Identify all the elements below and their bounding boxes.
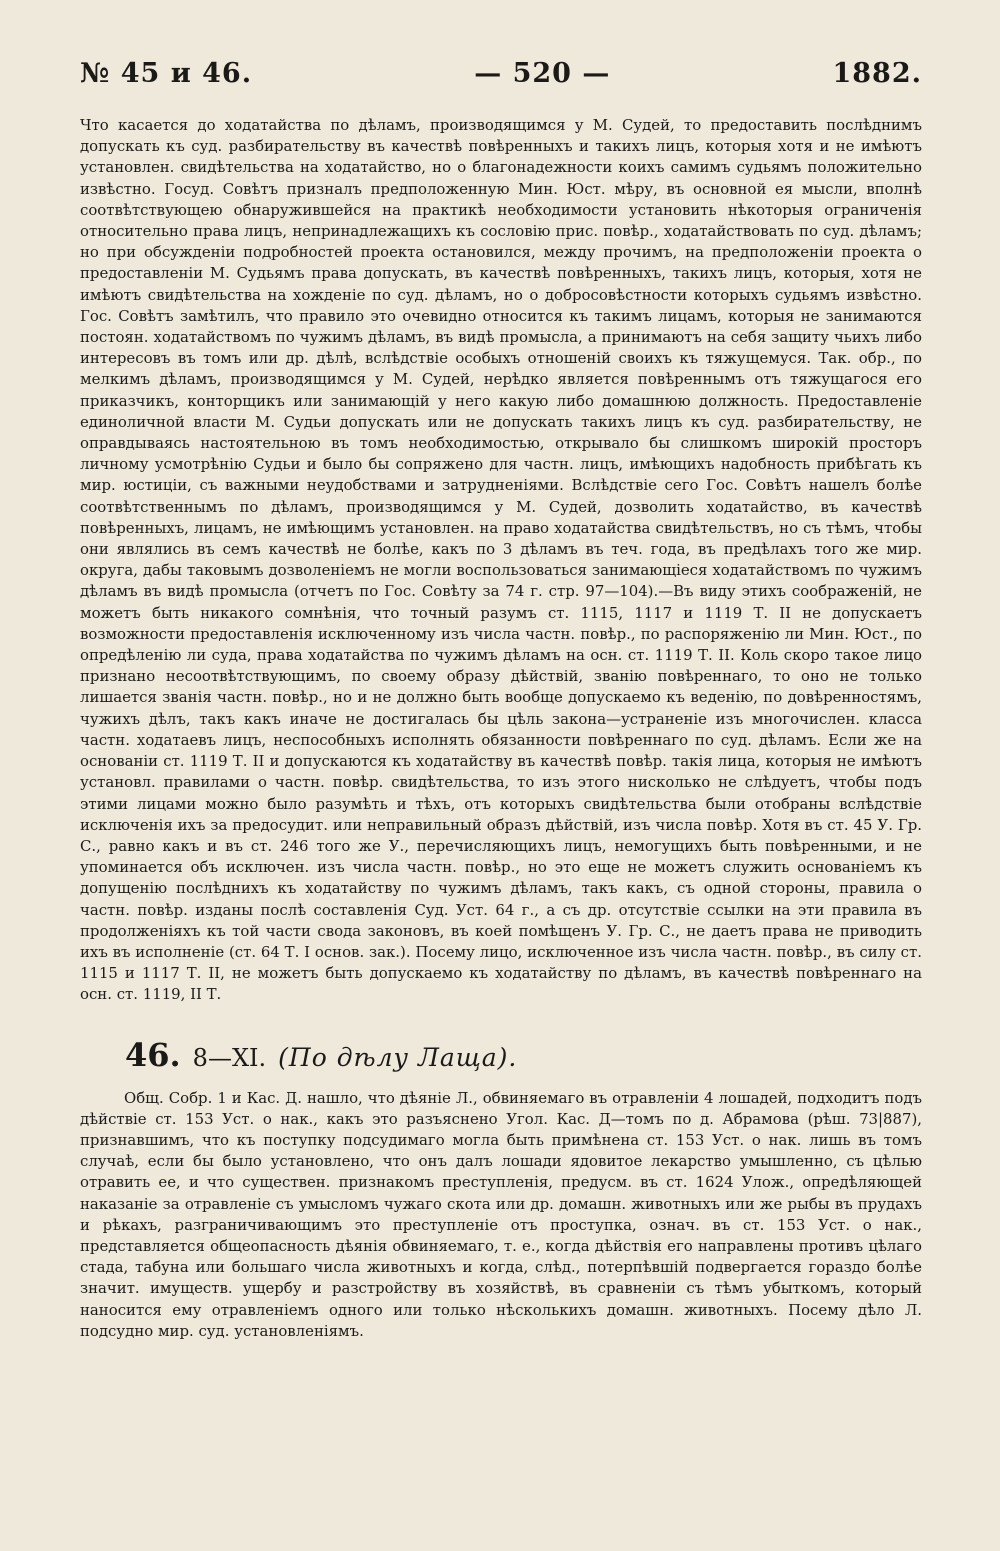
section-46-date: 8—XI. — [192, 1043, 267, 1072]
section-46-number: 46. — [125, 1035, 181, 1074]
section-46-text: Общ. Собр. 1 и Кас. Д. нашло, что дѣяніе Л., обвиняемаго въ отравленіи 4 лошадей, подходитъ подъ дѣйствіе ст. 153 Уст. о нак., какъ это разъяснено Угол. Кас. Д—томъ по д. Абрамова (рѣш. 73|887), признавшимъ, что къ поступку подсудимаго могла быть примѣнена ст. 153 Уст. о нак. лишь въ томъ случаѣ, если бы было установлено, что онъ далъ лошади ядовитое лекарство умышленно, съ цѣлью отравить ее, и что существен. признакомъ преступленія, предусм. въ ст. 1624 Улож., опредѣляющей наказаніе за отравленіе съ умысломъ чужаго скота или др. домашн. животныхъ или же рыбы въ прудахъ и рѣкахъ, разграничивающимъ это преступленіе отъ проступка, означ. въ ст. 153 Уст. о нак., представляется общеопасность дѣянія обвиняемаго, т. е., когда дѣйствія его направлены противъ цѣлаго стада, табуна или большаго числа животныхъ и когда, слѣд., потерпѣвшій подвергается гораздо болѣе значит. имуществ. ущербу и разстройству въ хозяйствѣ, въ сравненіи съ тѣмъ убыткомъ, который наносится ему отравленіемъ одного или только нѣсколькихъ домашн. животныхъ. Посему дѣло Л. подсудно мир. суд. установленіямъ. — [80, 1088, 922, 1340]
section-45-text: Что касается до ходатайства по дѣламъ, производящимся у М. Судей, то предоставить послѣднимъ допускать къ суд. разбирательству въ качествѣ повѣренныхъ и такихъ лицъ, которыя хотя и не имѣютъ установлен. свидѣтельства на ходатайство, но о благонадежности коихъ самимъ судьямъ положительно извѣстно. Госуд. Совѣтъ призналъ предположенную Мин. Юст. мѣру, въ основной ея мысли, вполнѣ соотвѣтствующею обнаружившейся на практикѣ необходимости установить нѣкоторыя ограниченія относительно права лицъ, непринадлежащихъ къ сословію прис. повѣр., ходатайствовать по суд. дѣламъ; но при обсужденіи подробностей проекта остановился, между прочимъ, на предположеніи проекта о предоставленіи М. Судьямъ права допускать, въ качествѣ повѣренныхъ, такихъ лицъ, которыя, хотя не имѣютъ свидѣтельства на хожденіе по суд. дѣламъ, но о добросовѣстности которыхъ судьямъ извѣстно. Гос. Совѣтъ замѣтилъ, что правило это очевидно относится къ такимъ лицамъ, которыя не занимаются постоян. ходатайствомъ по чужимъ дѣламъ, въ видѣ промысла, а принимаютъ на себя защиту чьихъ либо интересовъ въ томъ или др. дѣлѣ, вслѣдствіе особыхъ отношеній своихъ къ тяжущемуся. Так. обр., по мелкимъ дѣламъ, производящимся у М. Судей, нерѣдко является повѣреннымъ отъ тяжущагося его приказчикъ, конторщикъ или занимающій у него какую либо домашнюю должность. Предоставленіе единоличной власти М. Судьи допускать или не допускать такихъ лицъ къ суд. разбирательству, не оправдываясь настоятельною въ томъ необходимостью, открывало бы слишкомъ широкій просторъ личному усмотрѣнію Судьи и было бы сопряжено для частн. лицъ, имѣющихъ надобность прибѣгать къ мир. юстиціи, съ важными неудобствами и затрудненіями. Вслѣдствіе сего Гос. Совѣтъ нашелъ болѣе соотвѣтственнымъ по дѣламъ, производящимся у М. Судей, дозволить ходатайство, въ качествѣ повѣренныхъ, лицамъ, не имѣющимъ установлен. на право ходатайства свидѣтельствъ, но съ тѣмъ, чтобы они являлись въ семъ качествѣ не болѣе, какъ по 3 дѣламъ въ теч. года, въ предѣлахъ того же мир. округа, дабы таковымъ дозволеніемъ не могли воспользоваться занимающіеся ходатайствомъ по чужимъ дѣламъ въ видѣ промысла (отчетъ по Гос. Совѣту за 74 г. стр. 97—104).—Въ виду этихъ соображеній, не можетъ быть никакого сомнѣнія, что точный разумъ ст. 1115, 1117 и 1119 Т. II не допускаетъ возможности предоставленія исключенному изъ числа частн. повѣр., по распоряженію ли Мин. Юст., по опредѣленію ли суда, права ходатайства по чужимъ дѣламъ на осн. ст. 1119 Т. II. Коль скоро такое лицо признано несоотвѣтствующимъ, по своему образу дѣйствій, званію повѣреннаго, то оно не только лишается званія частн. повѣр., но и не должно быть вообще допускаемо къ веденію, по довѣренностямъ, чужихъ дѣлъ, такъ какъ иначе не достигалась бы цѣль закона—устраненіе изъ многочислен. класса частн. ходатаевъ лицъ, неспособныхъ исполнять обязанности повѣреннаго по суд. дѣламъ. Если же на основаніи ст. 1119 Т. II и допускаются къ ходатайству въ качествѣ повѣр. такія лица, которыя не имѣютъ установл. правилами о частн. повѣр. свидѣтельства, то изъ этого нисколько не слѣдуетъ, чтобы подъ этими лицами можно было разумѣть и тѣхъ, отъ которыхъ свидѣтельства были отобраны вслѣдствіе исключенія ихъ за предосудит. или неправильный образъ дѣйствій, изъ числа повѣр. Хотя въ ст. 45 У. Гр. С., равно какъ и въ ст. 246 того же У., перечисляющихъ лицъ, немогущихъ быть повѣренными, и не упоминается объ исключен. изъ числа частн. повѣр., но это еще не можетъ служить основаніемъ къ допущенію послѣднихъ къ ходатайству по чужимъ дѣламъ, такъ какъ, съ одной стороны, правила о частн. повѣр. изданы послѣ составленія Суд. Уст. 64 г., а съ др. отсутствіе ссылки на эти правила въ продолженіяхъ къ той части свода законовъ, въ коей помѣщенъ У. Гр. С., не даетъ права не приводить ихъ въ исполненіе (ст. 64 Т. I основ. зак.). Посему лицо, исключенное изъ числа частн. повѣр., въ силу ст. 1115 и 1117 Т. II, не можетъ быть допускаемо къ ходатайству по дѣламъ, въ качествѣ повѣреннаго на осн. ст. 1119, II Т. — [80, 116, 922, 1004]
section-46-title: (По дѣлу Лаща). — [278, 1042, 518, 1072]
section-46-heading — [80, 1036, 922, 1074]
header-year: 1882. — [832, 58, 922, 89]
header-page-number: — 520 — — [474, 58, 611, 89]
header-issue-number: № 45 и 46. — [80, 58, 253, 89]
page-header — [80, 58, 922, 89]
section-45-body — [80, 115, 922, 1006]
